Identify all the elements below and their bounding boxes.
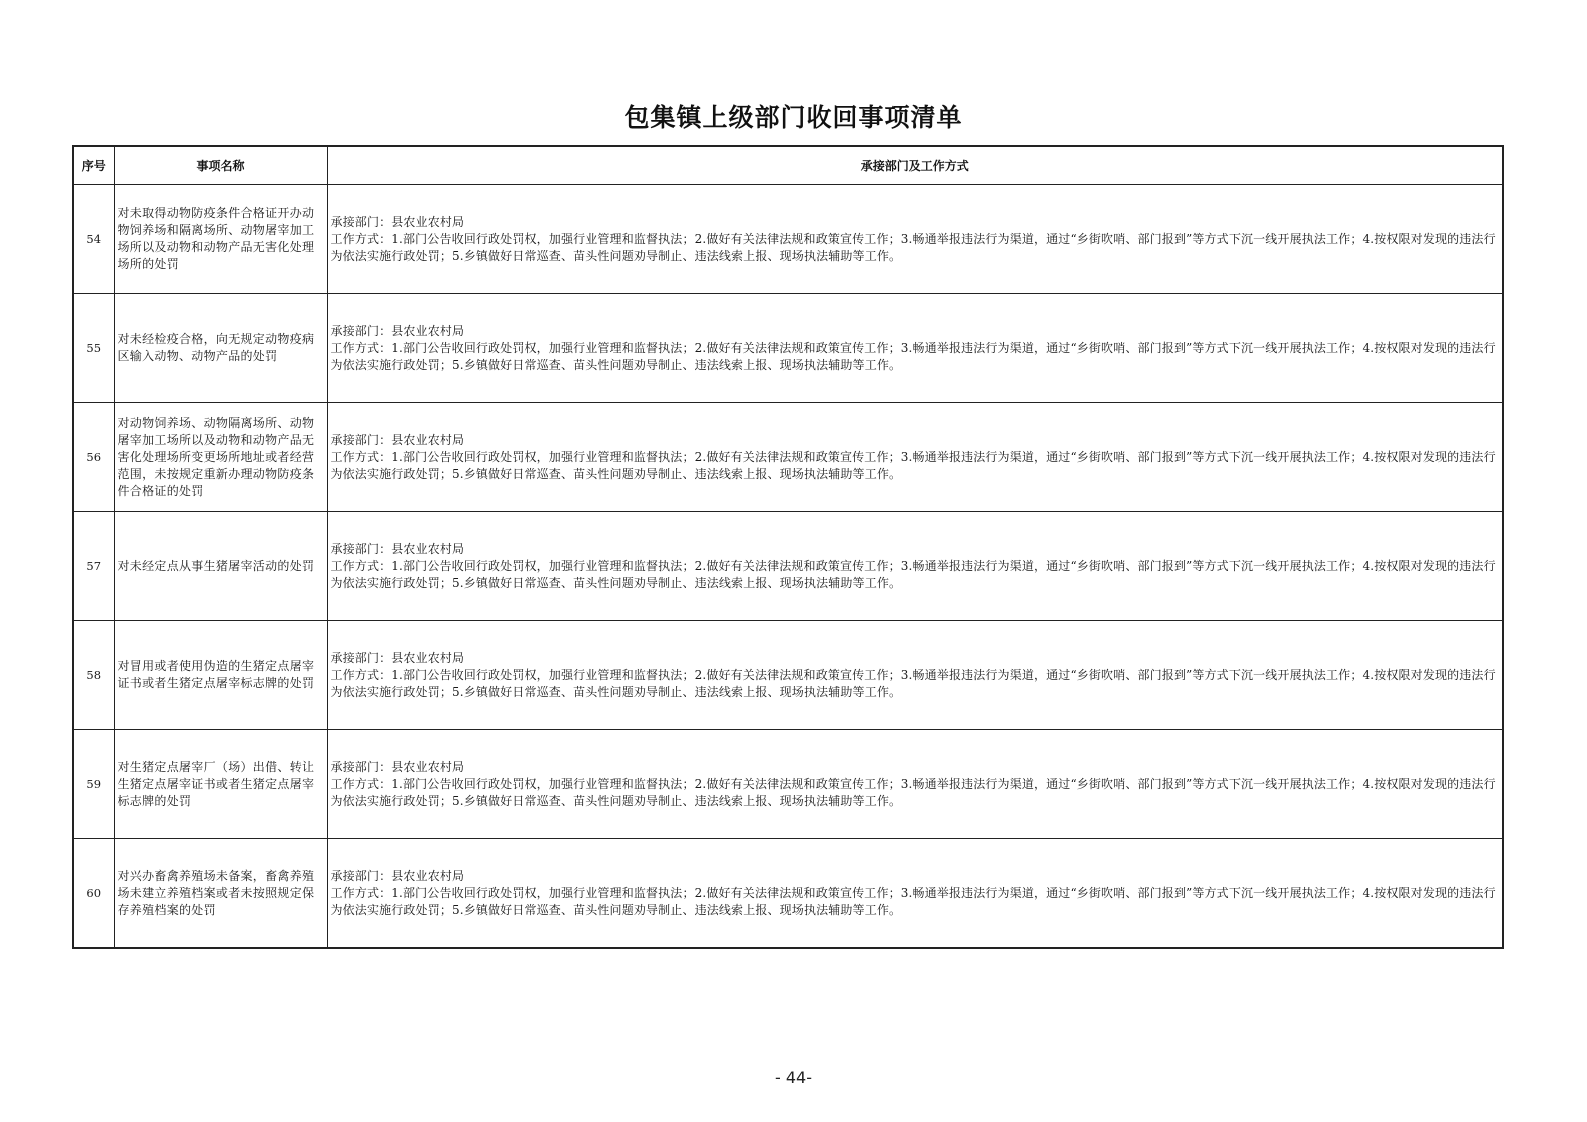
items-table xyxy=(72,145,1504,949)
method-line: 工作方式：1.部门公告收回行政处罚权，加强行业管理和监督执法；2.做好有关法律法规和政策宣传工作；3.畅通举报违法行为渠道，通过“乡街吹哨、部门报到”等方式下沉一线开展执法工作；4.按权限对发现的违法行为依法实施行政处罚；5.乡镇做好日常巡查、苗头性问题劝导制止、违法线索上报、现场执法辅助等工作。 xyxy=(330,449,1496,481)
method-line: 工作方式：1.部门公告收回行政处罚权，加强行业管理和监督执法；2.做好有关法律法规和政策宣传工作；3.畅通举报违法行为渠道，通过“乡街吹哨、部门报到”等方式下沉一线开展执法工作；4.按权限对发现的违法行为依法实施行政处罚；5.乡镇做好日常巡查、苗头性问题劝导制止、违法线索上报、现场执法辅助等工作。 xyxy=(330,231,1496,263)
item-detail xyxy=(327,730,1503,839)
method-line: 工作方式：1.部门公告收回行政处罚权，加强行业管理和监督执法；2.做好有关法律法规和政策宣传工作；3.畅通举报违法行为渠道，通过“乡街吹哨、部门报到”等方式下沉一线开展执法工作；4.按权限对发现的违法行为依法实施行政处罚；5.乡镇做好日常巡查、苗头性问题劝导制止、违法线索上报、现场执法辅助等工作。 xyxy=(330,667,1496,699)
item-name: 对未经检疫合格，向无规定动物疫病区输入动物、动物产品的处罚 xyxy=(114,294,327,403)
item-detail xyxy=(327,839,1503,949)
method-line: 工作方式：1.部门公告收回行政处罚权，加强行业管理和监督执法；2.做好有关法律法规和政策宣传工作；3.畅通举报违法行为渠道，通过“乡街吹哨、部门报到”等方式下沉一线开展执法工作；4.按权限对发现的违法行为依法实施行政处罚；5.乡镇做好日常巡查、苗头性问题劝导制止、违法线索上报、现场执法辅助等工作。 xyxy=(330,776,1496,808)
item-name: 对动物饲养场、动物隔离场所、动物屠宰加工场所以及动物和动物产品无害化处理场所变更场所地址或者经营范围，未按规定重新办理动物防疫条件合格证的处罚 xyxy=(114,403,327,512)
row-number: 54 xyxy=(73,185,114,294)
item-name: 对未取得动物防疫条件合格证开办动物饲养场和隔离场所、动物屠宰加工场所以及动物和动物产品无害化处理场所的处罚 xyxy=(114,185,327,294)
table-row xyxy=(73,839,1503,949)
item-detail xyxy=(327,185,1503,294)
method-line: 工作方式：1.部门公告收回行政处罚权，加强行业管理和监督执法；2.做好有关法律法规和政策宣传工作；3.畅通举报违法行为渠道，通过“乡街吹哨、部门报到”等方式下沉一线开展执法工作；4.按权限对发现的违法行为依法实施行政处罚；5.乡镇做好日常巡查、苗头性问题劝导制止、违法线索上报、现场执法辅助等工作。 xyxy=(330,558,1496,590)
method-line: 工作方式：1.部门公告收回行政处罚权，加强行业管理和监督执法；2.做好有关法律法规和政策宣传工作；3.畅通举报违法行为渠道，通过“乡街吹哨、部门报到”等方式下沉一线开展执法工作；4.按权限对发现的违法行为依法实施行政处罚；5.乡镇做好日常巡查、苗头性问题劝导制止、违法线索上报、现场执法辅助等工作。 xyxy=(330,340,1496,372)
table-row xyxy=(73,621,1503,730)
page-number: - 44- xyxy=(775,1068,812,1087)
table-row xyxy=(73,185,1503,294)
department-line: 承接部门：县农业农村局 xyxy=(330,759,465,774)
department-line: 承接部门：县农业农村局 xyxy=(330,432,465,447)
department-line: 承接部门：县农业农村局 xyxy=(330,868,465,883)
header-detail: 承接部门及工作方式 xyxy=(327,146,1503,185)
header-name: 事项名称 xyxy=(114,146,327,185)
row-number: 58 xyxy=(73,621,114,730)
item-name: 对未经定点从事生猪屠宰活动的处罚 xyxy=(114,512,327,621)
item-detail xyxy=(327,294,1503,403)
item-name: 对兴办畜禽养殖场未备案，畜禽养殖场未建立养殖档案或者未按照规定保存养殖档案的处罚 xyxy=(114,839,327,949)
page-title: 包集镇上级部门收回事项清单 xyxy=(624,103,963,132)
row-number: 56 xyxy=(73,403,114,512)
department-line: 承接部门：县农业农村局 xyxy=(330,214,465,229)
table-row xyxy=(73,403,1503,512)
table-header-row xyxy=(73,146,1503,185)
row-number: 57 xyxy=(73,512,114,621)
row-number: 55 xyxy=(73,294,114,403)
row-number: 59 xyxy=(73,730,114,839)
method-line: 工作方式：1.部门公告收回行政处罚权，加强行业管理和监督执法；2.做好有关法律法规和政策宣传工作；3.畅通举报违法行为渠道，通过“乡街吹哨、部门报到”等方式下沉一线开展执法工作；4.按权限对发现的违法行为依法实施行政处罚；5.乡镇做好日常巡查、苗头性问题劝导制止、违法线索上报、现场执法辅助等工作。 xyxy=(330,885,1496,917)
item-name: 对冒用或者使用伪造的生猪定点屠宰证书或者生猪定点屠宰标志牌的处罚 xyxy=(114,621,327,730)
item-name: 对生猪定点屠宰厂（场）出借、转让生猪定点屠宰证书或者生猪定点屠宰标志牌的处罚 xyxy=(114,730,327,839)
table-row xyxy=(73,512,1503,621)
row-number: 60 xyxy=(73,839,114,949)
item-detail xyxy=(327,621,1503,730)
item-detail xyxy=(327,403,1503,512)
department-line: 承接部门：县农业农村局 xyxy=(330,541,465,556)
table-row xyxy=(73,294,1503,403)
header-no: 序号 xyxy=(73,146,114,185)
table-row xyxy=(73,730,1503,839)
item-detail xyxy=(327,512,1503,621)
department-line: 承接部门：县农业农村局 xyxy=(330,650,465,665)
department-line: 承接部门：县农业农村局 xyxy=(330,323,465,338)
